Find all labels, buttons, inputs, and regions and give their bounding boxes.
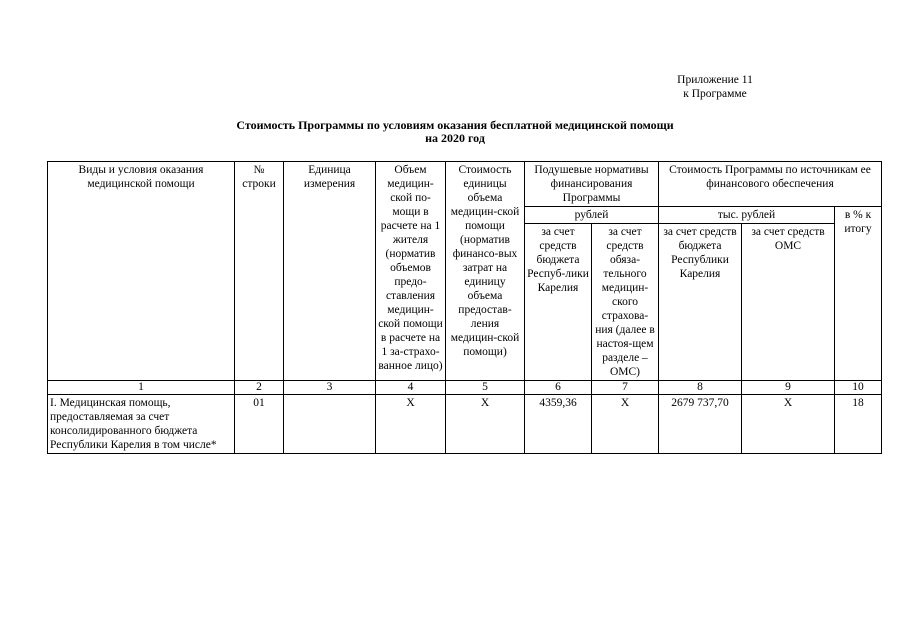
header-line-number: № строки [235, 162, 284, 381]
header-program-cost-unit: тыс. рублей [659, 207, 835, 224]
document-title [150, 119, 760, 145]
row-total-budget: 2679 737,70 [659, 395, 742, 454]
column-number: 1 [48, 381, 235, 395]
column-number: 5 [446, 381, 525, 395]
column-number: 9 [742, 381, 835, 395]
column-number-row [48, 381, 882, 395]
header-percent: в % к итогу [835, 207, 882, 381]
column-number: 8 [659, 381, 742, 395]
program-cost-table [47, 161, 882, 454]
column-number: 4 [376, 381, 446, 395]
appendix-line-2: к Программе [683, 88, 747, 100]
title-line-2: на 2020 год [425, 131, 485, 145]
row-name: I. Медицинская помощь, предоставляемая за счет консолидированного бюджета Республики Карелия в том числе* [48, 395, 235, 454]
header-total-oms: за счет средств ОМС [742, 224, 835, 381]
column-number: 3 [284, 381, 376, 395]
row-volume: Х [376, 395, 446, 454]
column-number: 2 [235, 381, 284, 395]
header-per-capita-oms: за счет средств обяза-тельного медицин-ского страхова-ния (далее в настоя-щем разделе – ОМС) [592, 224, 659, 381]
title-line-1: Стоимость Программы по условиям оказания бесплатной медицинской помощи [236, 118, 674, 132]
header-total-budget: за счет средств бюджета Республики Карелия [659, 224, 742, 381]
row-percent: 18 [835, 395, 882, 454]
row-total-oms: Х [742, 395, 835, 454]
row-unit-cost: Х [446, 395, 525, 454]
header-per-capita-budget: за счет средств бюджета Респуб-лики Карелия [525, 224, 592, 381]
header-kind: Виды и условия оказания медицинской помощи [48, 162, 235, 381]
header-unit-cost: Стоимость единицы объема медицин-ской помощи (норматив финансо-вых затрат на единицу объема предостав-ления медицин-ской помощи) [446, 162, 525, 381]
header-per-capita-unit: рублей [525, 207, 659, 224]
header-unit: Единица измерения [284, 162, 376, 381]
row-per-capita-budget: 4359,36 [525, 395, 592, 454]
row-line-number: 01 [235, 395, 284, 454]
header-per-capita: Подушевые нормативы финансирования Программы [525, 162, 659, 207]
header-volume: Объем медицин-ской по-мощи в расчете на 1 жителя (норматив объемов предо-ставления медицин-ской помощи в расчете на 1 за-страхо-ванное лицо) [376, 162, 446, 381]
appendix-line-1: Приложение 11 [677, 74, 753, 86]
column-number: 6 [525, 381, 592, 395]
column-number: 10 [835, 381, 882, 395]
table-row [48, 395, 882, 454]
column-number: 7 [592, 381, 659, 395]
row-per-capita-oms: Х [592, 395, 659, 454]
appendix-note [640, 73, 790, 101]
header-program-cost: Стоимость Программы по источникам ее финансового обеспечения [659, 162, 882, 207]
row-unit [284, 395, 376, 454]
header-row-1 [48, 162, 882, 207]
